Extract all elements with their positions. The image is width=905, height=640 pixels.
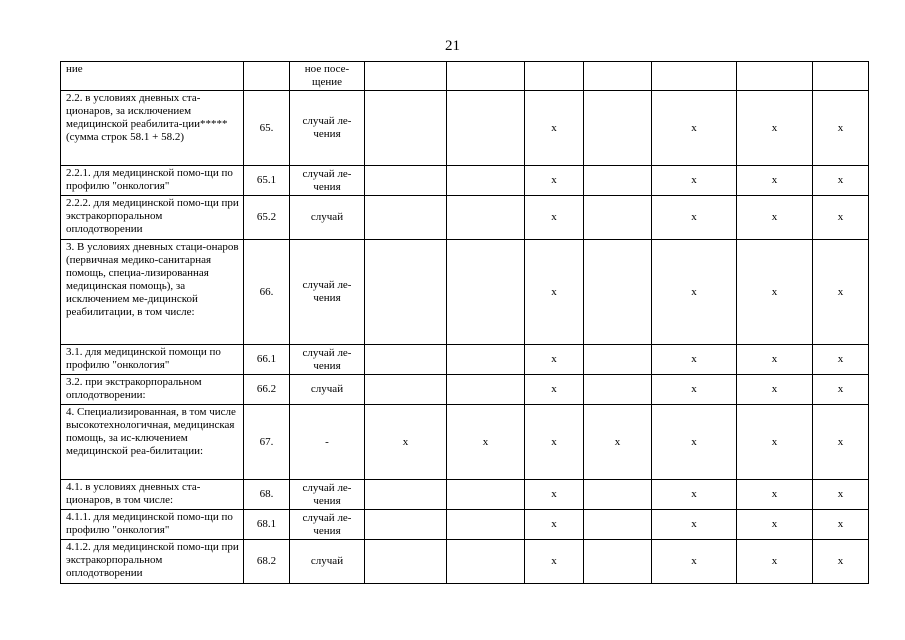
value-cell: х (525, 510, 584, 540)
value-cell: х (652, 405, 737, 480)
value-cell: х (652, 540, 737, 584)
value-cell: х (525, 480, 584, 510)
table-row (61, 540, 869, 584)
value-cell: х (813, 480, 869, 510)
value-cell: х (525, 375, 584, 405)
value-cell (813, 62, 869, 91)
row-name-cell: 4.1. в условиях дневных ста-ционаров, в том числе: (61, 480, 244, 510)
value-cell (365, 196, 447, 240)
row-code-cell: 66.1 (244, 345, 290, 375)
value-cell (584, 540, 652, 584)
value-cell (525, 62, 584, 91)
value-cell (447, 240, 525, 345)
table-row (61, 405, 869, 480)
value-cell (447, 480, 525, 510)
row-name-cell: 2.2. в условиях дневных ста-ционаров, за исключением медицинской реабилита-ции***** (сумма строк 58.1 + 58.2) (61, 91, 244, 166)
value-cell (365, 375, 447, 405)
row-unit-cell: случай (290, 196, 365, 240)
value-cell: х (652, 240, 737, 345)
row-code-cell: 65.2 (244, 196, 290, 240)
value-cell: х (652, 375, 737, 405)
value-cell (365, 91, 447, 166)
value-cell: х (652, 166, 737, 196)
value-cell (447, 166, 525, 196)
value-cell (365, 510, 447, 540)
row-unit-cell: ное посе-щение (290, 62, 365, 91)
value-cell (447, 540, 525, 584)
value-cell: х (737, 196, 813, 240)
row-unit-cell: - (290, 405, 365, 480)
value-cell (365, 62, 447, 91)
table-row (61, 480, 869, 510)
value-cell: х (737, 345, 813, 375)
row-code-cell: 68.2 (244, 540, 290, 584)
value-cell (447, 62, 525, 91)
row-name-cell: 3.1. для медицинской помощи по профилю "онкология" (61, 345, 244, 375)
value-cell: х (813, 196, 869, 240)
value-cell (447, 375, 525, 405)
value-cell: х (813, 166, 869, 196)
value-cell: х (652, 480, 737, 510)
data-table (60, 61, 869, 584)
row-code-cell: 68.1 (244, 510, 290, 540)
value-cell (652, 62, 737, 91)
value-cell: х (525, 240, 584, 345)
value-cell (365, 540, 447, 584)
value-cell: х (652, 196, 737, 240)
value-cell (584, 480, 652, 510)
row-code-cell: 68. (244, 480, 290, 510)
table-row (61, 345, 869, 375)
row-unit-cell: случай ле-чения (290, 345, 365, 375)
value-cell: х (737, 540, 813, 584)
value-cell (584, 166, 652, 196)
row-code-cell (244, 62, 290, 91)
row-unit-cell: случай ле-чения (290, 91, 365, 166)
value-cell: х (737, 91, 813, 166)
value-cell: х (652, 91, 737, 166)
value-cell: х (525, 91, 584, 166)
value-cell: х (584, 405, 652, 480)
value-cell: х (813, 540, 869, 584)
value-cell (365, 166, 447, 196)
value-cell (584, 62, 652, 91)
table-body (61, 62, 869, 584)
value-cell: х (652, 345, 737, 375)
row-name-cell: 3. В условиях дневных стаци-онаров (первичная медико-санитарная помощь, специа-лизированная медицинская помощь), за исключением ме-дицинской реабилитации, в том числе: (61, 240, 244, 345)
value-cell: х (525, 345, 584, 375)
value-cell: х (813, 91, 869, 166)
row-code-cell: 67. (244, 405, 290, 480)
value-cell: х (737, 405, 813, 480)
value-cell: х (813, 510, 869, 540)
value-cell (584, 510, 652, 540)
value-cell (365, 480, 447, 510)
value-cell: х (813, 240, 869, 345)
value-cell: х (737, 166, 813, 196)
value-cell: х (737, 510, 813, 540)
value-cell (584, 196, 652, 240)
row-name-cell: 4.1.1. для медицинской помо-щи по профилю "онкология" (61, 510, 244, 540)
row-code-cell: 65.1 (244, 166, 290, 196)
value-cell: х (813, 405, 869, 480)
value-cell (584, 345, 652, 375)
row-name-cell: 2.2.2. для медицинской помо-щи при экстракорпоральном оплодотворении (61, 196, 244, 240)
row-unit-cell: случай ле-чения (290, 480, 365, 510)
value-cell (584, 375, 652, 405)
value-cell (365, 345, 447, 375)
value-cell (584, 240, 652, 345)
value-cell: х (447, 405, 525, 480)
page-number: 21 (445, 38, 460, 54)
table-row (61, 375, 869, 405)
row-unit-cell: случай (290, 540, 365, 584)
table-row (61, 91, 869, 166)
value-cell (737, 62, 813, 91)
row-name-cell: 3.2. при экстракорпоральном оплодотворении: (61, 375, 244, 405)
value-cell (447, 345, 525, 375)
row-unit-cell: случай (290, 375, 365, 405)
value-cell: х (525, 196, 584, 240)
value-cell (365, 240, 447, 345)
row-name-cell: 2.2.1. для медицинской помо-щи по профилю "онкология" (61, 166, 244, 196)
row-code-cell: 66. (244, 240, 290, 345)
value-cell (584, 91, 652, 166)
table-row (61, 196, 869, 240)
value-cell: х (525, 166, 584, 196)
table-row (61, 166, 869, 196)
row-name-cell: 4.1.2. для медицинской помо-щи при экстракорпоральном оплодотворении (61, 540, 244, 584)
table-row (61, 240, 869, 345)
value-cell: х (737, 480, 813, 510)
value-cell: х (813, 345, 869, 375)
row-name-cell: 4. Специализированная, в том числе высокотехнологичная, медицинская помощь, за ис-ключением медицинской реа-билитации: (61, 405, 244, 480)
value-cell (447, 196, 525, 240)
value-cell: х (365, 405, 447, 480)
row-code-cell: 66.2 (244, 375, 290, 405)
value-cell: х (737, 240, 813, 345)
value-cell: х (525, 405, 584, 480)
table-row (61, 510, 869, 540)
value-cell: х (737, 375, 813, 405)
value-cell: х (813, 375, 869, 405)
table-row (61, 62, 869, 91)
row-unit-cell: случай ле-чения (290, 510, 365, 540)
row-unit-cell: случай ле-чения (290, 240, 365, 345)
row-unit-cell: случай ле-чения (290, 166, 365, 196)
value-cell: х (525, 540, 584, 584)
value-cell (447, 510, 525, 540)
row-name-cell: ние (61, 62, 244, 91)
value-cell: х (652, 510, 737, 540)
value-cell (447, 91, 525, 166)
row-code-cell: 65. (244, 91, 290, 166)
